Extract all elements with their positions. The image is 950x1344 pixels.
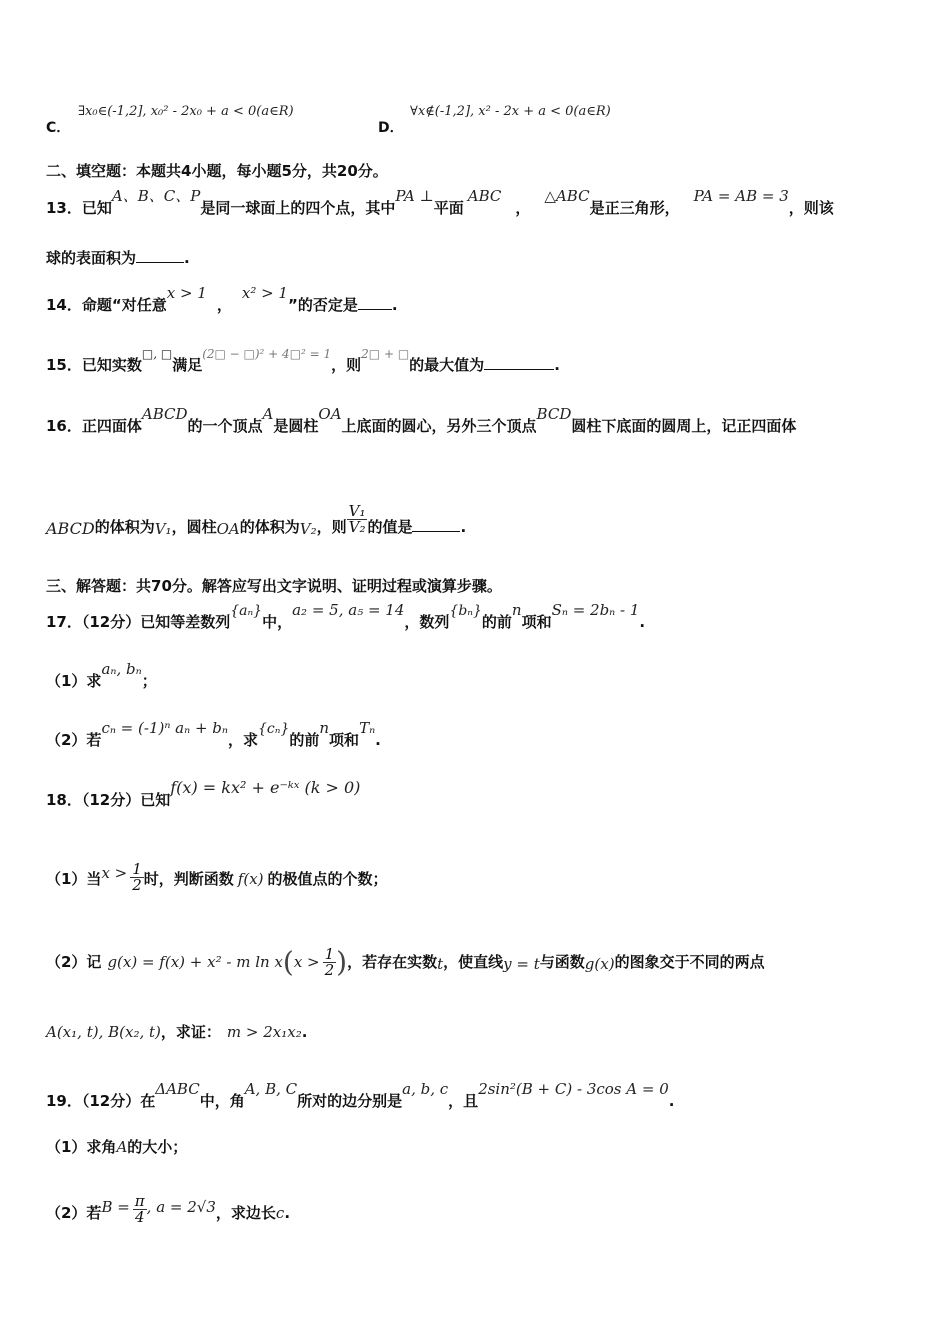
q18-text: . [301, 1023, 308, 1041]
q19-fraction-denominator: 4 [134, 1208, 145, 1226]
option-d-label: D． [378, 120, 404, 136]
q14-math: x > 1 [166, 284, 207, 302]
q13-text: . [184, 249, 190, 267]
section-heading-answers: 三、解答题：共70分。解答应写出文字说明、证明过程或演算步骤。 [46, 577, 502, 595]
q18-text: 的图象交于不同的两点 [614, 953, 765, 971]
q16-text: 上底面的圆心，另外三个顶点 [341, 417, 537, 435]
q17-text: ； [141, 672, 157, 690]
q17-text: . [375, 731, 381, 749]
q18-fraction-denominator: 2 [132, 876, 142, 894]
q16-math: ABCD [141, 405, 188, 423]
q19-text: （1）求角 [46, 1138, 117, 1156]
q18-math: m > 2x₁x₂ [226, 1023, 302, 1041]
q16-math: V₁ [154, 520, 172, 538]
q18-fraction [130, 862, 144, 893]
q18-math: f(x) [237, 870, 264, 888]
q17-math: cₙ = (-1)ⁿ aₙ + bₙ [101, 719, 228, 737]
q16-fraction [347, 504, 368, 535]
q18-fraction-numerator: 1 [324, 945, 335, 963]
q18-text: ，若存在实数 [347, 953, 438, 971]
q16-fraction-denominator: V₂ [348, 518, 366, 536]
q19-text: ，且 [448, 1092, 479, 1110]
q17-text: ，求 [228, 731, 259, 749]
q16-math: OA [216, 520, 240, 538]
question-18 [46, 778, 361, 809]
q16-text: 16．正四面体 [46, 417, 142, 435]
q16-math: A [262, 405, 274, 423]
q17-math: {cₙ} [258, 721, 290, 737]
q18-math: t [437, 955, 444, 973]
q15-text: ，则 [331, 356, 362, 374]
q18-text: 时，判断函数 [143, 870, 234, 888]
q17-text: 项和 [521, 613, 552, 631]
q19-math: A [116, 1138, 128, 1156]
q16-text: 的一个顶点 [187, 417, 263, 435]
question-19-part2 [46, 1192, 291, 1229]
q19-text: ，求边长 [215, 1204, 276, 1222]
question-19-part1 [46, 1140, 187, 1155]
section-heading-fill-in: 二、填空题：本题共4小题，每小题5分，共20分。 [46, 162, 388, 180]
question-14 [46, 284, 398, 314]
q16-text: . [460, 518, 467, 536]
q17-math: n [511, 601, 522, 619]
q15-math-condition: (2□ − □)² + 4□² = 1 [202, 347, 332, 361]
q16-text: ，圆柱 [171, 518, 217, 536]
q18-text: （2）记 [46, 953, 102, 971]
q16-text: 的体积为 [239, 518, 300, 536]
q19-math: , a = 2√3 [146, 1198, 216, 1216]
q19-math: A, B, C [244, 1080, 298, 1098]
q18-text: 与函数 [539, 953, 585, 971]
q17-text: . [639, 613, 646, 631]
q19-text: （2）若 [46, 1204, 102, 1222]
q17-text: ，数列 [404, 613, 450, 631]
q18-math: f(x) = kx² + e⁻ᵏˣ (k > 0) [170, 778, 361, 797]
q18-text: 的极值点的个数； [267, 870, 388, 888]
q16-fraction-numerator: V₁ [348, 502, 366, 520]
q17-text: （1）求 [46, 672, 102, 690]
q13-math-points: A、B、C、P [111, 187, 201, 205]
q13-text: 球的表面积为 [46, 249, 137, 267]
q16-math: V₂ [299, 520, 317, 538]
q16-text: 是圆柱 [273, 417, 319, 435]
question-19 [46, 1080, 675, 1110]
q18-math: A(x₁, t), B(x₂, t) [46, 1023, 161, 1041]
q16-text: 的值是 [367, 518, 413, 536]
right-paren: ) [336, 945, 348, 979]
option-c-expression: ∃x₀∈(-1,2], x₀² - 2x₀ + a < 0(a∈R) [78, 104, 294, 119]
q16-math: ABCD [46, 519, 95, 538]
q18-math: x > [293, 953, 320, 971]
q17-text: 中， [262, 613, 293, 631]
question-18-part2 [46, 947, 765, 978]
q13-math-triangle: △ABC [544, 187, 590, 205]
q19-text: . [668, 1092, 675, 1110]
q17-text: 的前 [289, 731, 320, 749]
q18-text: ，求证： [160, 1023, 221, 1041]
q16-math: OA [318, 405, 342, 423]
question-18-part1 [46, 860, 388, 895]
q17-text: 17．（12分）已知等差数列 [46, 613, 231, 631]
q13-text: 是同一球面上的四个点，其中 [200, 199, 396, 217]
answer-blank [136, 261, 184, 263]
q19-math: c [275, 1204, 285, 1222]
question-13-line2 [46, 251, 190, 266]
q13-text: 13．已知 [46, 199, 112, 217]
q19-text: 19．（12分）在 [46, 1092, 156, 1110]
q19-text: 所对的边分别是 [297, 1092, 403, 1110]
q18-math: y = t [503, 955, 540, 973]
q18-fraction [323, 947, 337, 978]
q19-fraction [133, 1194, 147, 1225]
q15-text: 15．已知实数 [46, 356, 142, 374]
q19-math: 2sin²(B + C) - 3cos A = 0 [478, 1080, 669, 1098]
q17-math: n [319, 719, 330, 737]
q13-math-plane: ABC [467, 187, 502, 205]
q16-text: 的体积为 [94, 518, 155, 536]
q18-math: g(x) = f(x) + x² - m ln x [107, 953, 283, 971]
question-16 [46, 405, 797, 435]
q19-math: ΔABC [155, 1080, 200, 1098]
q15-math: □, □ [141, 347, 173, 361]
question-17-part1 [46, 660, 157, 690]
q17-math: Sₙ = 2bₙ - 1 [551, 601, 640, 619]
answer-blank [412, 530, 460, 532]
q14-math: x² > 1 [241, 284, 288, 302]
q14-text: 14．命题“对任意 [46, 296, 167, 314]
question-17-part2 [46, 719, 381, 749]
q14-text: . [391, 296, 398, 314]
q17-math: {aₙ} [230, 603, 263, 619]
q18-fraction-denominator: 2 [324, 961, 335, 979]
left-paren: ( [282, 945, 294, 979]
q16-text: ，则 [316, 518, 347, 536]
answer-blank [358, 308, 392, 310]
q14-text: ， [216, 296, 232, 314]
q17-math: a₂ = 5, a₅ = 14 [292, 601, 405, 619]
q18-fraction-numerator: 1 [132, 860, 142, 878]
q19-fraction-numerator: π [134, 1192, 145, 1210]
q17-text: 项和 [329, 731, 360, 749]
q15-math-target: 2□ + □ [361, 347, 410, 361]
q13-text: 是正三角形， [589, 199, 680, 217]
q13-math-lengths: PA = AB = 3 [693, 187, 789, 205]
q18-text: ，使直线 [443, 953, 504, 971]
question-16-line2 [46, 502, 467, 543]
question-13 [46, 187, 834, 217]
q17-math: aₙ, bₙ [101, 660, 142, 678]
q16-math: BCD [536, 405, 572, 423]
q19-text: 的大小； [127, 1138, 188, 1156]
q14-text: ”的否定是 [287, 296, 358, 314]
q15-text: 的最大值为 [409, 356, 485, 374]
q18-math: x > [101, 864, 128, 882]
q13-text: ，则该 [788, 199, 834, 217]
question-17 [46, 601, 646, 631]
q13-text: 平面 [433, 199, 464, 217]
q19-math: B = [101, 1198, 130, 1216]
q17-text: （2）若 [46, 731, 102, 749]
q18-text: （1）当 [46, 870, 102, 888]
q16-text: 圆柱下底面的圆周上，记正四面体 [571, 417, 797, 435]
question-15 [46, 347, 560, 374]
q13-math-perp: PA ⊥ [395, 187, 434, 205]
option-d-expression: ∀x∉(-1,2], x² - 2x + a < 0(a∈R) [410, 104, 611, 119]
q17-text: 的前 [481, 613, 512, 631]
answer-blank [484, 368, 554, 370]
q19-text: 中，角 [199, 1092, 245, 1110]
question-18-line3 [46, 1025, 307, 1040]
q15-text: . [554, 356, 560, 374]
q15-text: 满足 [172, 356, 203, 374]
q19-text: . [284, 1204, 291, 1222]
q19-math: a, b, c [402, 1080, 449, 1098]
q18-text: 18．（12分）已知 [46, 791, 171, 809]
q18-math: g(x) [584, 955, 615, 973]
q17-math: {bₙ} [449, 603, 482, 619]
q13-text: ， [515, 199, 531, 217]
q17-math: Tₙ [359, 719, 376, 737]
option-c-label: C． [46, 120, 71, 136]
